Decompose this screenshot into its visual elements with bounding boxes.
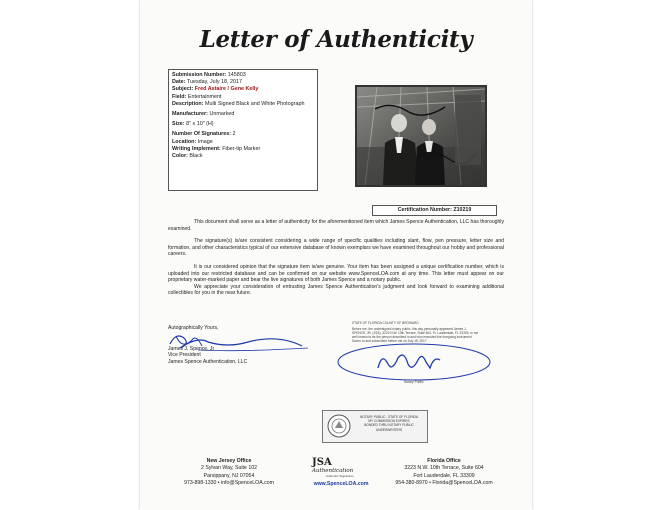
date-row xyxy=(172,79,314,86)
subject-row xyxy=(172,86,314,93)
manufacturer-row xyxy=(172,111,314,118)
signatures-row xyxy=(172,131,314,138)
description-label: Description: xyxy=(172,100,204,107)
jsa-logo: JSA xyxy=(312,457,332,468)
size-value: 8" x 10" (H) xyxy=(186,121,214,128)
subject-value: Fred Astaire / Gene Kelly xyxy=(194,86,259,93)
submission-value: 145803 xyxy=(227,72,246,78)
fl-office-address-1: 3223 N.W. 10th Terrace, Suite 604 xyxy=(404,465,484,472)
manufacturer-label: Manufacturer: xyxy=(172,111,208,118)
jsa-logo-subtitle: Authentication xyxy=(312,468,354,474)
implement-label: Writing Implement: xyxy=(172,145,221,152)
signer-company: James Spence Authentication, LLC xyxy=(168,358,248,365)
nj-office-address-2: Parsippany, NJ 07054 xyxy=(203,472,255,479)
nj-office-contact: 973-898-1330 • info@SpenceLOA.com xyxy=(184,479,274,486)
notary-public-label: Notary Public xyxy=(404,380,424,384)
website-link[interactable]: www.SpenceLOA.com xyxy=(313,481,369,487)
body-paragraph-3: It is our considered opinion that the signature item is/are genuine. Your item has been assigned a unique certification number, which is uploaded into our restricted database and can be confirmed on our website www.SpenceLOA.com at any time. This letter must appear on our proprietary water-marked paper and bear the live signatures of both James Spence and a notary public. xyxy=(168,263,504,284)
location-row xyxy=(172,139,314,146)
notary-stamp xyxy=(322,410,428,443)
jsa-logo-block xyxy=(300,458,382,488)
fl-office-block xyxy=(389,458,499,487)
fl-office-title: Florida Office xyxy=(427,458,461,464)
color-label: Color: xyxy=(172,153,188,160)
notary-line-1: STATE OF FLORIDA COUNTY OF BROWARD xyxy=(352,321,419,325)
jsa-logo-tagline: Authentic Signatures xyxy=(326,474,354,478)
certification-value: Z10219 xyxy=(453,207,472,213)
item-info-box xyxy=(168,69,318,191)
body-paragraph-1: This document shall serve as a letter of authenticity for the aforementioned item which James Spence Authentication, LLC has thoroughly examined. xyxy=(168,219,504,232)
letter-sheet xyxy=(140,0,532,510)
color-row xyxy=(172,153,314,160)
signoff-block xyxy=(168,325,318,365)
date-value: Tuesday, July 18, 2017 xyxy=(186,79,243,86)
submission-label: Submission Number: xyxy=(172,72,227,78)
field-label: Field: xyxy=(172,93,187,100)
letter-body xyxy=(168,219,504,303)
field-value: Entertainment xyxy=(187,93,222,100)
nj-office-title: New Jersey Office xyxy=(206,458,252,464)
submission-row xyxy=(172,72,314,79)
color-value: Black xyxy=(189,153,203,160)
size-label: Size: xyxy=(172,121,185,128)
signatures-value: 2 xyxy=(232,131,236,138)
notary-line-3: Sworn to and subscribed before me on July 18, 2017 xyxy=(352,339,427,344)
closing-text: Autographically Yours, xyxy=(168,325,219,331)
stamp-line-3: BONDED THRU NOTARY PUBLIC UNDERWRITERS xyxy=(364,423,414,432)
signer-title: Vice President xyxy=(168,352,201,358)
location-value: Image xyxy=(197,138,213,145)
fl-office-address-2: Fort Lauderdale, FL 33309 xyxy=(413,472,475,479)
certification-label: Certification Number: xyxy=(397,207,452,213)
size-row xyxy=(172,121,314,128)
fl-office-contact: 954-380-8970 • Florida@SpenceLOA.com xyxy=(395,479,493,486)
date-label: Date: xyxy=(172,79,186,86)
implement-value: Fiber-tip Marker xyxy=(222,145,261,152)
certification-number-box xyxy=(372,205,497,216)
body-paragraph-2: The signature(s) is/are consistent considering a wide range of specific qualities including slant, flow, pen pressure, letter size and formation, and other characteristics typical of our extensive database of known exemplars we have examined throughout our hobby and professional careers. xyxy=(168,238,504,258)
body-paragraph-4: We appreciate your consideration of entrusting James Spence Authentication's judgment and look forward to examining additional collectibles for you in the near future. xyxy=(168,283,504,297)
implement-row xyxy=(172,146,314,153)
field-row xyxy=(172,94,314,101)
signer-name: James J. Spence, Jr xyxy=(168,345,215,352)
manufacturer-value: Unmarked xyxy=(209,111,235,118)
nj-office-block xyxy=(174,458,284,487)
letter-title: Letter of Authenticity xyxy=(199,26,473,53)
location-label: Location: xyxy=(172,138,197,145)
description-value: Multi Signed Black and White Photograph xyxy=(204,100,305,107)
stamp-line-1: NOTARY PUBLIC - STATE OF FLORIDA xyxy=(360,415,418,419)
stamp-line-2: MY COMMISSION EXPIRES xyxy=(368,419,410,424)
notary-signature xyxy=(334,338,494,386)
stamp-text xyxy=(355,415,423,432)
notary-line-2: Before me, the undersigned notary public, this day personally appeared James J. SPENCE, JR. (JSA), 3223 N.W. 10th Terrace, Suite 604, Ft. Lauderdale, FL 33309, to me well known to be the person described in and who executed the foregoing instrument. xyxy=(352,327,479,340)
nj-office-address-1: 2 Sylvan Way, Suite 102 xyxy=(201,465,257,472)
photograph-image xyxy=(357,87,485,185)
description-row xyxy=(172,101,314,108)
subject-label: Subject: xyxy=(172,86,194,93)
signatures-label: Number Of Signatures: xyxy=(172,131,232,138)
state-seal-icon xyxy=(327,414,351,438)
signed-photograph xyxy=(355,85,487,187)
